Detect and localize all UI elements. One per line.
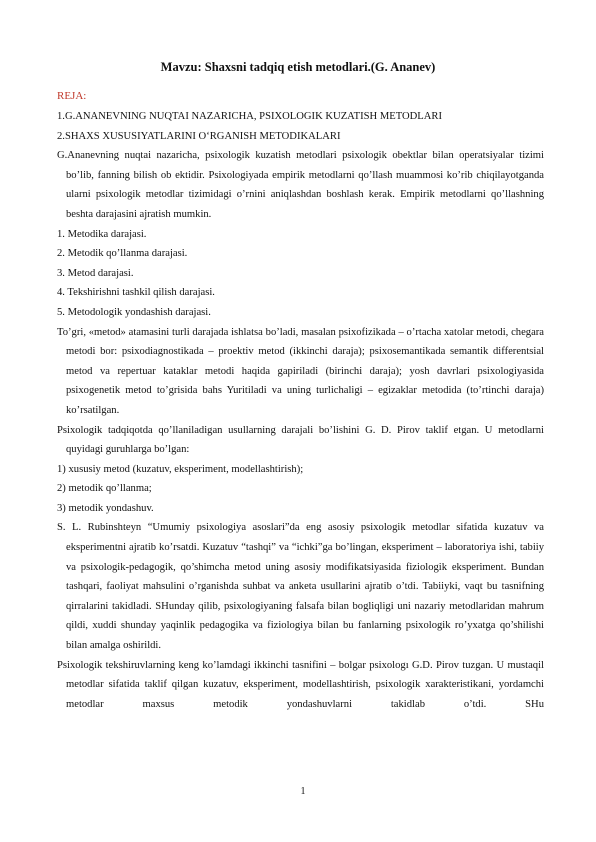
body-paragraph: S. L. Rubinshteyn “Umumiy psixologiya asoslari”da eng asosiy psixologik metodlar sifatida kuzatuv va eksperimentni ajratib ko’rsatdi. Kuzatuv “tashqi” va “ichki”ga bo’lingan, eksperiment – laboratoriya ishi, tabiiy va psixologik-pedagogik, qo’shimcha metod uning asosiy modifikatsiyasida fiziologik eksperiment. Bundan tashqari, faoliyat mahsulini o’rganishda suhbat va anketa usullarini ajratib o’tdi. Tabiiyki, vaqt bu tasnifning qirralarini takidladi. SHunday qilib, psixologiyaning falsafa bilan bogliqligi uni nazariy metodlaridan mahrum qildi, xuddi shunday yaqinlik pedagogika va fiziologiya bilan bu fanlarning psixologik ro’yxatga qo’shilishi bilan amalga oshirildi.	[57, 522, 544, 652]
list-item: 2) metodik qo’llanma;	[57, 483, 152, 495]
list-item: 4. Tekshirishni tashkil qilish darajasi.	[57, 287, 215, 299]
body-paragraph: Psixologik tekshiruvlarning keng ko’lamdagi ikkinchi tasnifini – bolgar psixologı G.D. Pirov tuzgan. U mustaqil metodlar sifatida taklif qilgan kuzatuv, eksperiment, modellashtirish, psixologik xarakteristikani, yordamchi metodlar maxsus metodik yondashuvlarni takidlab o’tdi. SHu	[57, 659, 544, 710]
document-title: Mavzu: Shaxsni tadqiq etish metodlari.(G. Ananev)	[160, 60, 436, 74]
plan-item: 1.G.ANANEVNING NUQTAI NAZARICHA, PSIXOLOGIK KUZATISH METODLARI	[57, 111, 443, 122]
body-paragraph: G.Ananevning nuqtai nazaricha, psixologik kuzatish metodlari psixologik obektlar bilan operatsiyalar tizimi bo’lib, fanning bilish ob ektidir. Psixologiyada empirik metodlarni qo’llash muammosi ko’rib chiqilayotganda ularni psixologik metodlar tizimidagi o’rnini aniqlashdan boshlash kerak. Empirik metodlarni qo’llashning beshta darajasini ajratish mumkin.	[57, 150, 544, 220]
body-paragraph: To’gri, «metod» atamasini turli darajada ishlatsa bo’ladi, masalan psixofizikada – o’rtacha xatolar metodi, chegara metodi bor: psixodiagnostikada – proektiv metod (ikkinchi daraja); psixosemantikada semantik differentsial metod va repertuar kataklar metodi haqida gapiriladi (birinchi daraja); yosh davrlari psixologiyasida psixogenetik metod to’grisida bahs Yuritiladi va uning turlichaligi – egizaklar metodida (to’rtinchi daraja) ko’rsatilgan.	[57, 326, 544, 416]
body-paragraph: Psixologik tadqiqotda qo’llaniladigan usullarning darajali bo’lishini G. D. Pirov taklif etgan. U metodlarni quyidagi guruhlarga bo’lgan:	[57, 424, 544, 456]
plan-label: REJA:	[57, 90, 87, 102]
list-item: 3) metodik yondashuv.	[57, 502, 154, 514]
page-number: 1	[300, 786, 306, 797]
document-body	[57, 107, 544, 714]
list-item: 1. Metodika darajasi.	[57, 228, 147, 240]
list-item: 1) xususiy metod (kuzatuv, eksperiment, modellashtirish);	[57, 463, 304, 475]
plan-item: 2.SHAXS XUSUSIYATLARINI O‘RGANISH METODIKALARI	[57, 130, 341, 142]
list-item: 2. Metodik qo’llanma darajasi.	[57, 248, 188, 260]
list-item: 5. Metodologik yondashish darajasi.	[57, 306, 211, 318]
list-item: 3. Metod darajasi.	[57, 267, 134, 279]
